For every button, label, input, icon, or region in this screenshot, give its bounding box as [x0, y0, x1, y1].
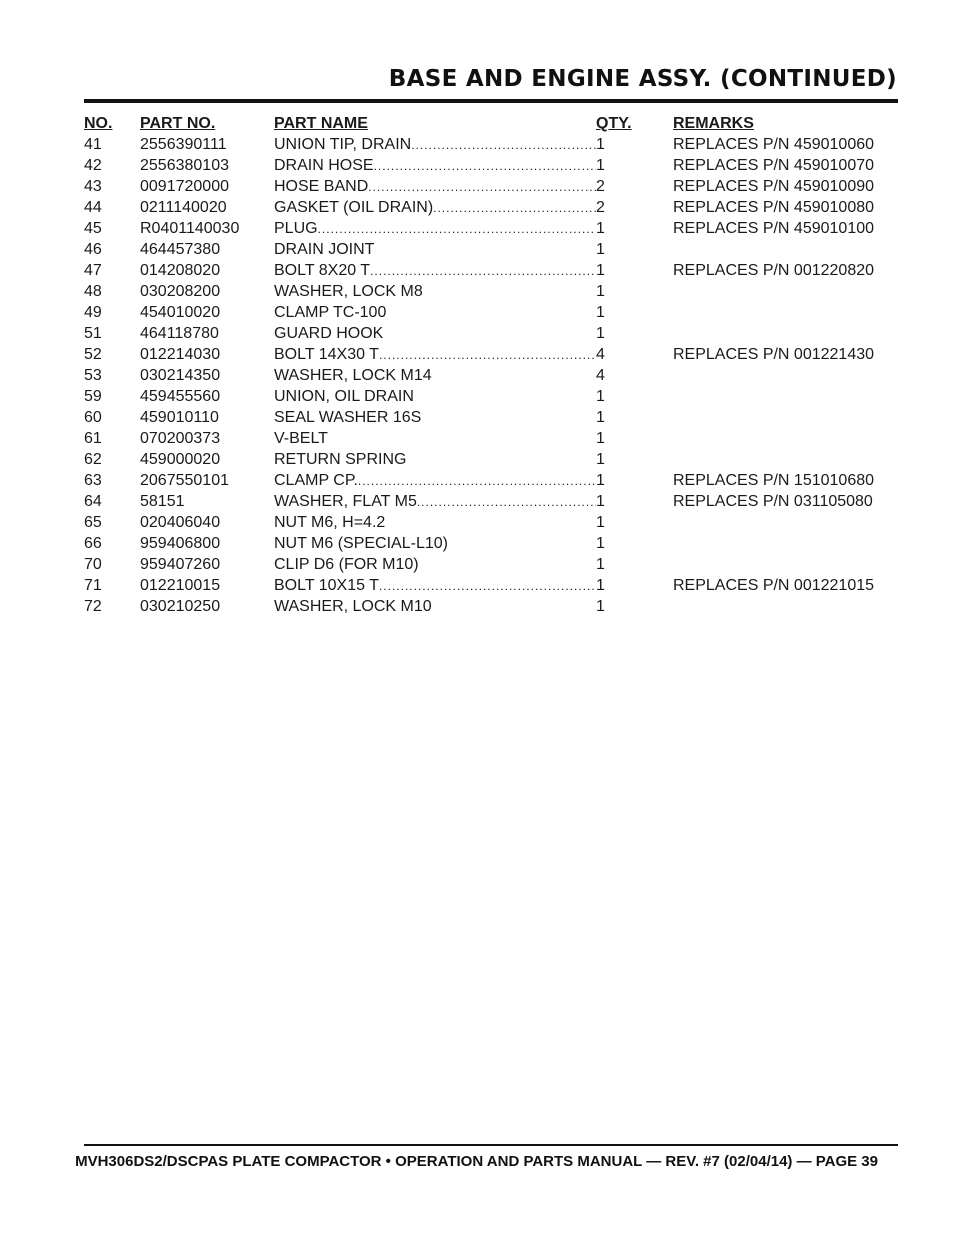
row-no: 43 [84, 178, 102, 195]
table-row [84, 197, 884, 218]
footer-rule [84, 1144, 898, 1146]
row-remarks: REPLACES P/N 459010090 [673, 178, 875, 195]
row-no: 66 [84, 535, 102, 552]
row-no: 71 [84, 577, 102, 594]
row-part-name: CLAMP CP. ..... [274, 470, 596, 492]
row-part-name: CLIP D6 (FOR M10) [274, 556, 419, 573]
table-header [84, 113, 884, 134]
row-qty: 2 [596, 178, 605, 195]
row-no: 72 [84, 598, 102, 615]
table-row [84, 344, 884, 365]
table-row [84, 302, 884, 323]
table-row [84, 596, 884, 617]
row-part-name: GUARD HOOK [274, 325, 384, 342]
row-no: 41 [84, 136, 102, 153]
row-no: 62 [84, 451, 102, 468]
row-part-no: 464457380 [140, 241, 221, 258]
row-no: 52 [84, 346, 102, 363]
row-no: 60 [84, 409, 102, 426]
row-remarks: REPLACES P/N 459010070 [673, 157, 875, 174]
row-qty: 1 [596, 598, 605, 615]
row-qty: 1 [596, 409, 605, 426]
table-row [84, 134, 884, 155]
row-part-no: 012210015 [140, 577, 221, 594]
row-qty: 1 [596, 577, 605, 594]
table-row [84, 533, 884, 554]
row-remarks: REPLACES P/N 001221430 [673, 346, 875, 363]
title-rule [84, 99, 898, 103]
row-part-no: 459455560 [140, 388, 221, 405]
row-part-name: BOLT 10X15 T ..... [274, 575, 596, 597]
row-part-no: 030214350 [140, 367, 221, 384]
table-row [84, 449, 884, 470]
row-part-name: NUT M6 (SPECIAL-L10) [274, 535, 448, 552]
table-row [84, 239, 884, 260]
row-qty: 2 [596, 199, 605, 216]
parts-table [84, 113, 884, 617]
table-row [84, 512, 884, 533]
row-no: 45 [84, 220, 102, 237]
row-qty: 1 [596, 283, 605, 300]
row-qty: 1 [596, 325, 605, 342]
row-qty: 1 [596, 493, 605, 510]
row-part-no: 2556380103 [140, 157, 229, 174]
row-part-no: 030210250 [140, 598, 221, 615]
table-body [84, 134, 884, 617]
row-part-no: 0211140020 [140, 199, 227, 216]
table-row [84, 155, 884, 176]
row-part-name: BOLT 14X30 T ..... [274, 344, 596, 366]
row-qty: 1 [596, 157, 605, 174]
row-qty: 1 [596, 136, 605, 153]
row-part-no: 58151 [140, 493, 185, 510]
table-row [84, 281, 884, 302]
row-part-no: 2556390111 [140, 136, 227, 153]
row-no: 51 [84, 325, 102, 342]
table-row [84, 176, 884, 197]
row-qty: 1 [596, 430, 605, 447]
row-part-no: 959407260 [140, 556, 221, 573]
row-remarks: REPLACES P/N 151010680 [673, 472, 875, 489]
row-part-no: 070200373 [140, 430, 221, 447]
row-no: 65 [84, 514, 102, 531]
row-qty: 1 [596, 304, 605, 321]
header-qty: QTY. [596, 115, 632, 132]
row-part-name: HOSE BAND ..... [274, 176, 596, 198]
row-part-name: RETURN SPRING [274, 451, 407, 468]
row-part-no: 454010020 [140, 304, 221, 321]
row-part-name: WASHER, FLAT M5 ..... [274, 491, 596, 513]
row-part-name: DRAIN JOINT [274, 241, 375, 258]
table-row [84, 575, 884, 596]
row-part-no: 464118780 [140, 325, 219, 342]
row-no: 44 [84, 199, 102, 216]
row-qty: 1 [596, 262, 605, 279]
row-part-name: WASHER, LOCK M14 [274, 367, 432, 384]
row-qty: 1 [596, 472, 605, 489]
row-no: 47 [84, 262, 102, 279]
row-remarks: REPLACES P/N 031105080 [673, 493, 873, 510]
header-part-name: PART NAME [274, 115, 368, 132]
row-part-name: BOLT 8X20 T ..... [274, 260, 596, 282]
row-remarks: REPLACES P/N 001220820 [673, 262, 875, 279]
table-row [84, 491, 884, 512]
row-no: 42 [84, 157, 102, 174]
table-row [84, 365, 884, 386]
row-no: 59 [84, 388, 102, 405]
row-part-no: R0401140030 [140, 220, 240, 237]
row-remarks: REPLACES P/N 459010100 [673, 220, 875, 237]
row-qty: 1 [596, 241, 605, 258]
page-title: BASE AND ENGINE ASSY. (CONTINUED) [388, 66, 897, 92]
row-qty: 4 [596, 367, 605, 384]
table-row [84, 554, 884, 575]
row-no: 64 [84, 493, 102, 510]
row-part-name: WASHER, LOCK M8 [274, 283, 423, 300]
row-part-name: UNION TIP, DRAIN ..... [274, 134, 596, 156]
row-no: 48 [84, 283, 102, 300]
table-row [84, 218, 884, 239]
row-remarks: REPLACES P/N 459010080 [673, 199, 875, 216]
table-row [84, 386, 884, 407]
table-row [84, 323, 884, 344]
table-row [84, 260, 884, 281]
row-part-name: V-BELT [274, 430, 328, 447]
row-remarks: REPLACES P/N 001221015 [673, 577, 875, 594]
row-part-no: 012214030 [140, 346, 221, 363]
row-qty: 1 [596, 514, 605, 531]
row-no: 61 [84, 430, 102, 447]
row-part-name: WASHER, LOCK M10 [274, 598, 432, 615]
row-part-name: SEAL WASHER 16S [274, 409, 422, 426]
row-part-no: 459010110 [140, 409, 219, 426]
row-part-no: 959406800 [140, 535, 221, 552]
row-part-name: NUT M6, H=4.2 [274, 514, 386, 531]
table-row [84, 470, 884, 491]
row-qty: 1 [596, 220, 605, 237]
row-part-name: DRAIN HOSE ..... [274, 155, 596, 177]
header-no: NO. [84, 115, 113, 132]
row-part-no: 030208200 [140, 283, 221, 300]
row-no: 70 [84, 556, 102, 573]
row-qty: 4 [596, 346, 605, 363]
row-remarks: REPLACES P/N 459010060 [673, 136, 875, 153]
row-part-no: 2067550101 [140, 472, 229, 489]
row-qty: 1 [596, 388, 605, 405]
row-part-name: UNION, OIL DRAIN [274, 388, 414, 405]
row-part-no: 0091720000 [140, 178, 229, 195]
row-qty: 1 [596, 535, 605, 552]
table-row [84, 407, 884, 428]
row-part-no: 459000020 [140, 451, 221, 468]
row-no: 63 [84, 472, 102, 489]
row-no: 46 [84, 241, 102, 258]
row-no: 53 [84, 367, 102, 384]
page-footer: MVH306DS2/DSCPAS PLATE COMPACTOR • OPERATION AND PARTS MANUAL — REV. #7 (02/04/14) — PAGE 39 [75, 1153, 878, 1170]
row-part-name: GASKET (OIL DRAIN) ..... [274, 197, 596, 219]
header-remarks: REMARKS [673, 115, 754, 132]
row-qty: 1 [596, 556, 605, 573]
row-part-name: CLAMP TC-100 [274, 304, 387, 321]
row-part-no: 014208020 [140, 262, 221, 279]
row-qty: 1 [596, 451, 605, 468]
header-part-no: PART NO. [140, 115, 216, 132]
row-part-no: 020406040 [140, 514, 221, 531]
row-part-name: PLUG ..... [274, 218, 596, 240]
table-row [84, 428, 884, 449]
row-no: 49 [84, 304, 102, 321]
